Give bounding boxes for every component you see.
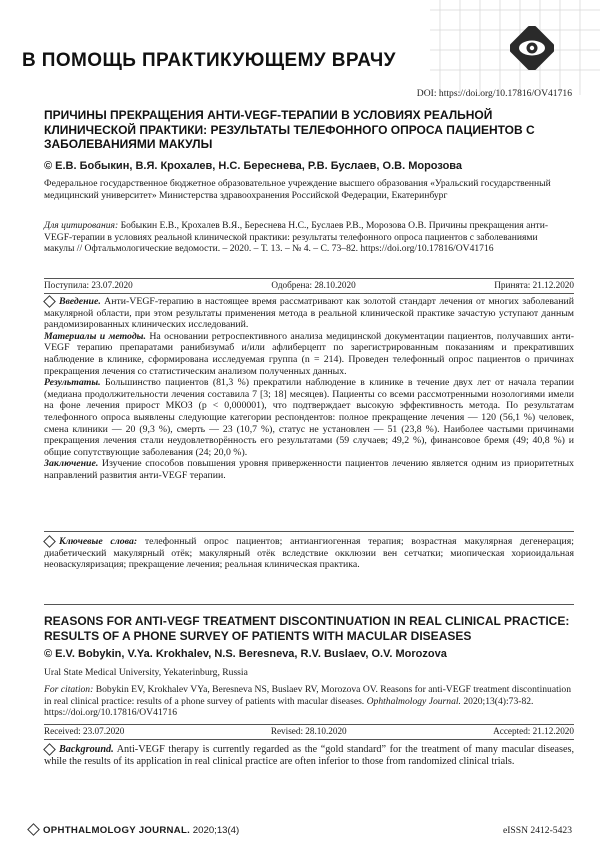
results-text: Большинство пациентов (81,3 %) прекратили наблюдение в клинике в течение двух лет от начала терапии (медиана продолжительности лечения составила 7 [3; 18] месяцев). Пациенты со всеми рассмотренными нозологиями имели на фоне лечения прирост МКОЗ (p < 0,000001), что подтверждает высокую эффективность метода. По результатам телефонного опроса выявлены следующие категории респондентов: полное прекращение лечения — 120 (56,1 %) человек, смена клиники — 20 (9,3 %), смерть — 23 (10,7 %), статус не установлен — 51 (23,8 %). Наиболее частыми причинами прекращения лечения стали неудовлетворённость его результатами (59 случаев; 49,2 %), финансовое бремя (49; 40,8 %) и общие сопутствующие заболевания (24; 20,0 %).: [44, 377, 574, 458]
revised-date-en: Revised: 28.10.2020: [270, 726, 347, 736]
keywords-text: телефонный опрос пациентов; антиангиогенная терапия; возрастная макулярная дегенерация; диабетический макулярный отёк; макулярный отёк вследствие окклюзии вен сетчатки; миопическая хориоидальная неоваскуляризация; прекращение лечения; реальная клиническая практика.: [44, 536, 574, 571]
background-text: Anti-VEGF therapy is currently regarded as the “gold standard” for the treatment of many macular diseases, while the results of its application in real clinical practice are often inferior to those from randomized clinical trials.: [44, 744, 574, 768]
affiliation-en: Ural State Medical University, Yekaterinburg, Russia: [44, 667, 248, 678]
footer-issue: 2020;13(4): [190, 825, 240, 836]
dates-en: [44, 726, 574, 736]
conclusion-label: Заключение.: [44, 458, 99, 470]
divider: [44, 293, 574, 294]
article-title-ru: ПРИЧИНЫ ПРЕКРАЩЕНИЯ АНТИ-VEGF-ТЕРАПИИ В УСЛОВИЯХ РЕАЛЬНОЙ КЛИНИЧЕСКОЙ ПРАКТИКИ: РЕЗУЛЬТАТЫ ТЕЛЕФОННОГО ОПРОСА ПАЦИЕНТОВ С ЗАБОЛЕВАНИЯМИ МАКУЛЫ: [44, 108, 535, 151]
conclusion-text: Изучение способов повышения уровня приверженности пациентов лечению является одним из приоритетных направлений развития анти-VEGF терапии.: [44, 458, 574, 481]
accepted-date-en: Accepted: 21.12.2020: [493, 726, 574, 736]
received-date-ru: Поступила: 23.07.2020: [44, 280, 133, 290]
citation-en: [44, 684, 574, 719]
citation-label-ru: Для цитирования:: [44, 220, 119, 231]
diamond-bullet-icon: [43, 535, 56, 548]
intro-text: Анти-VEGF-терапию в настоящее время рассматривают как золотой стандарт лечения от многих заболеваний макулярной области, при этом результаты применения метода в реальной клинической практике зачастую уступают данным рандомизированных клинических исследований.: [44, 296, 574, 331]
article-title-en: REASONS FOR ANTI-VEGF TREATMENT DISCONTINUATION IN REAL CLINICAL PRACTICE: RESULTS OF A PHONE SURVEY OF PATIENTS WITH MACULAR DISEASES: [44, 614, 570, 643]
background-label: Background.: [59, 744, 114, 755]
diamond-bullet-icon: [43, 743, 56, 756]
affiliation-ru: Федеральное государственное бюджетное образовательное учреждение высшего образования «Уральский государственный медицинский университет» Министерства здравоохранения Российской Федерации, Екатеринбург: [44, 178, 551, 201]
divider: [44, 604, 574, 605]
keywords-label: Ключевые слова:: [59, 536, 138, 547]
revised-date-ru: Одобрена: 28.10.2020: [271, 280, 356, 290]
footer-journal-name: OPHTHALMOLOGY JOURNAL.: [43, 825, 191, 836]
divider: [44, 739, 574, 740]
results-label: Результаты.: [44, 377, 101, 389]
accepted-date-ru: Принята: 21.12.2020: [494, 280, 574, 290]
citation-tail-en: 2020;13(4):73-82. https://doi.org/10.17816/OV41716: [44, 695, 534, 718]
methods-text: На основании ретроспективного анализа медицинской документации пациентов, получавших анти-VEGF терапию препаратами ранибизумаб и/или афлиберцепт по зарегистрированным показаниям и прекративших наблюдение в клинике, сформирована исследуемая группа (n = 214). Проведен телефонный опрос пациентов о причинах прекращения лечения со статистическим анализом полученных данных.: [44, 330, 574, 377]
received-date-en: Received: 23.07.2020: [44, 726, 125, 736]
footer-journal: [28, 825, 239, 836]
divider: [44, 724, 574, 725]
footer-issn: eISSN 2412-5423: [502, 825, 572, 836]
citation-journal-en: Ophthalmology Journal.: [366, 695, 461, 707]
keywords-ru: [44, 536, 574, 571]
dates-ru: [44, 280, 574, 290]
citation-text-en: Bobykin EV, Krokhalev VYa, Beresneva NS, Buslaev RV, Morozova OV. Reasons for anti-VEGF treatment discontinuation in real clinical practice: results of a phone survey of patients with macular diseases.: [44, 684, 572, 707]
diamond-bullet-icon: [27, 824, 40, 837]
intro-label: Введение.: [59, 296, 101, 307]
page-footer: [28, 825, 572, 836]
citation-text-ru: Бобыкин Е.В., Крохалев В.Я., Береснева Н.С., Буслаев Р.В., Морозова О.В. Причины прекращения анти-VEGF-терапии в условиях реальной клинической практики: результаты телефонного опроса пациентов с заболеваниями макулы // Офтальмологические ведомости. – 2020. – Т. 13. – № 4. – С. 73–82. https://doi.org/10.17816/OV41716: [44, 220, 549, 254]
eye-logo-icon: [510, 26, 554, 70]
abstract-ru: [44, 296, 574, 482]
section-title: В ПОМОЩЬ ПРАКТИКУЮЩЕМУ ВРАЧУ: [22, 50, 396, 71]
methods-label: Материалы и методы.: [44, 330, 146, 342]
diamond-bullet-icon: [43, 295, 56, 308]
divider: [44, 278, 574, 279]
doi-link[interactable]: DOI: https://doi.org/10.17816/OV41716: [416, 88, 572, 99]
citation-ru: [44, 220, 564, 255]
authors-ru: © Е.В. Бобыкин, В.Я. Крохалев, Н.С. Береснева, Р.В. Буслаев, О.В. Морозова: [44, 160, 463, 172]
citation-label-en: For citation:: [44, 684, 94, 695]
abstract-en: [44, 744, 574, 769]
authors-en: © E.V. Bobykin, V.Ya. Krokhalev, N.S. Beresneva, R.V. Buslaev, O.V. Morozova: [44, 648, 447, 660]
divider: [44, 531, 574, 532]
